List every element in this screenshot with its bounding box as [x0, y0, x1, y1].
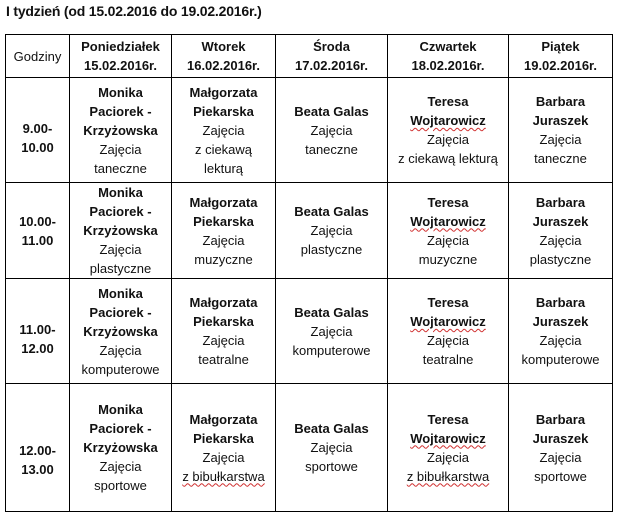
- teacher-name: [279, 419, 384, 438]
- teacher-name: [512, 92, 609, 130]
- activity: [512, 231, 609, 269]
- day-date: 15.02.2016r.: [83, 58, 158, 73]
- time-slot: [6, 384, 70, 512]
- activity-line: sportowe: [534, 468, 587, 484]
- teacher-name: [175, 83, 272, 121]
- activity-line: z ciekawą lekturą: [398, 151, 498, 166]
- activity: [512, 130, 609, 168]
- teacher-line: Małgorzata: [189, 84, 258, 100]
- teacher-name: [73, 183, 168, 240]
- teacher-line: Paciorek -: [89, 204, 152, 219]
- activity-line: Zajęcia: [202, 449, 245, 465]
- teacher-line: Beata Galas: [294, 421, 369, 436]
- activity: [73, 240, 168, 278]
- schedule-cell: [276, 279, 388, 384]
- activity-line: muzyczne: [194, 251, 253, 267]
- activity: [175, 448, 272, 486]
- teacher-line: Małgorzata: [189, 411, 258, 427]
- time-end: 13.00: [21, 461, 54, 477]
- teacher-line: Beata Galas: [294, 103, 369, 119]
- time-start: 10.00-: [19, 213, 56, 229]
- teacher-line: Teresa: [427, 94, 469, 109]
- teacher-name: [512, 293, 609, 331]
- schedule-cell: [509, 279, 613, 384]
- activity: [512, 448, 609, 486]
- teacher-line: Juraszek: [532, 430, 589, 446]
- teacher-line: Barbara: [535, 411, 586, 427]
- activity: [175, 331, 272, 369]
- day-date: 17.02.2016r.: [294, 58, 369, 73]
- schedule-cell: [172, 279, 276, 384]
- activity-line: Zajęcia: [427, 333, 469, 348]
- activity: [391, 130, 505, 168]
- table-row: [6, 279, 613, 384]
- teacher-name: [391, 410, 505, 448]
- teacher-line: Krzyżowska: [83, 323, 158, 339]
- day-name: Środa: [313, 39, 350, 54]
- teacher-line: Barbara: [535, 94, 586, 109]
- activity: [175, 121, 272, 178]
- activity-line: Zajęcia: [427, 449, 469, 465]
- activity-line: z bibułkarstwa: [406, 468, 490, 484]
- teacher-line: Beata Galas: [294, 204, 369, 219]
- activity: [73, 140, 168, 178]
- activity-line: Zajęcia: [99, 141, 142, 157]
- activity-line: Zajęcia: [539, 232, 582, 248]
- activity-line: taneczne: [94, 160, 147, 176]
- schedule-cell: [70, 78, 172, 183]
- table-row: [6, 183, 613, 279]
- activity-line: Zajęcia: [310, 223, 353, 238]
- activity-line: Zajęcia: [310, 440, 353, 455]
- teacher-line: Wojtarowicz: [410, 113, 486, 128]
- activity-line: lekturą: [203, 160, 244, 176]
- activity-line: teatralne: [198, 352, 249, 367]
- teacher-line: Juraszek: [532, 314, 589, 329]
- activity: [279, 121, 384, 159]
- schedule-cell: [388, 279, 509, 384]
- teacher-line: Monika: [98, 402, 143, 417]
- activity-line: Zajęcia: [310, 122, 353, 138]
- activity-line: Zajęcia: [539, 449, 582, 465]
- teacher-line: Paciorek -: [89, 421, 152, 436]
- table-row: [6, 78, 613, 183]
- time-slot: [6, 78, 70, 183]
- activity-line: Zajęcia: [99, 342, 142, 358]
- teacher-line: Piekarska: [193, 103, 254, 119]
- activity: [391, 448, 505, 486]
- schedule-cell: [509, 183, 613, 279]
- header-row: [6, 35, 613, 78]
- activity-line: teatralne: [422, 352, 474, 367]
- teacher-line: Teresa: [427, 295, 469, 310]
- time-slot: [6, 183, 70, 279]
- activity-line: taneczne: [534, 151, 587, 166]
- activity: [279, 221, 384, 259]
- time-end: 11.00: [21, 232, 54, 248]
- schedule-cell: [388, 384, 509, 512]
- activity-line: Zajęcia: [99, 459, 142, 474]
- teacher-line: Wojtarowicz: [410, 430, 486, 446]
- teacher-line: Krzyżowska: [83, 122, 158, 138]
- schedule-cell: [172, 384, 276, 512]
- day-date: 18.02.2016r.: [411, 58, 485, 73]
- schedule-cell: [70, 279, 172, 384]
- page-title: I tydzień (od 15.02.2016 do 19.02.2016r.): [6, 3, 262, 19]
- teacher-line: Juraszek: [532, 113, 589, 128]
- teacher-name: [512, 410, 609, 448]
- teacher-line: Paciorek -: [89, 103, 152, 119]
- teacher-line: Monika: [98, 185, 143, 200]
- teacher-line: Barbara: [535, 194, 586, 210]
- activity-line: Zajęcia: [99, 242, 142, 257]
- time-slot: [6, 279, 70, 384]
- activity-line: taneczne: [305, 141, 358, 157]
- activity: [73, 457, 168, 495]
- teacher-name: [175, 193, 272, 231]
- activity: [391, 231, 505, 269]
- schedule-cell: [276, 183, 388, 279]
- teacher-name: [279, 303, 384, 322]
- teacher-line: Monika: [98, 84, 143, 100]
- time-start: 11.00-: [19, 322, 56, 337]
- schedule-cell: [70, 384, 172, 512]
- teacher-line: Wojtarowicz: [410, 213, 486, 229]
- schedule-cell: [509, 384, 613, 512]
- teacher-line: Piekarska: [193, 213, 254, 229]
- teacher-line: Krzyżowska: [83, 440, 158, 455]
- activity-line: plastyczne: [300, 242, 363, 257]
- teacher-line: Teresa: [427, 194, 469, 210]
- schedule-cell: [509, 78, 613, 183]
- activity-line: komputerowe: [521, 352, 600, 367]
- teacher-line: Teresa: [427, 411, 469, 427]
- teacher-name: [73, 83, 168, 140]
- teacher-line: Krzyżowska: [83, 223, 158, 238]
- activity-line: sportowe: [94, 478, 147, 493]
- teacher-line: Małgorzata: [189, 295, 258, 310]
- schedule-cell: [388, 183, 509, 279]
- teacher-name: [279, 102, 384, 121]
- activity-line: Zajęcia: [539, 132, 582, 147]
- time-start: 12.00-: [19, 442, 56, 458]
- activity-line: Zajęcia: [202, 232, 245, 248]
- teacher-name: [391, 293, 505, 331]
- teacher-name: [175, 293, 272, 331]
- teacher-name: [73, 284, 168, 341]
- teacher-name: [175, 410, 272, 448]
- time-end: 12.00: [21, 341, 54, 356]
- activity-line: Zajęcia: [202, 333, 245, 348]
- time-start: 9.00-: [22, 121, 53, 136]
- teacher-name: [73, 400, 168, 457]
- teacher-name: [512, 193, 609, 231]
- day-name: Piątek: [541, 39, 580, 54]
- activity-line: z bibułkarstwa: [182, 468, 265, 484]
- schedule-cell: [276, 384, 388, 512]
- teacher-name: [279, 202, 384, 221]
- schedule-cell: [276, 78, 388, 183]
- activity-line: Zajęcia: [202, 122, 245, 138]
- header-day-tuesday: [172, 35, 276, 78]
- day-date: 19.02.2016r.: [523, 58, 598, 73]
- schedule-cell: [70, 183, 172, 279]
- header-day-monday: [70, 35, 172, 78]
- header-day-thursday: [388, 35, 509, 78]
- time-end: 10.00: [21, 140, 54, 155]
- activity-line: Zajęcia: [310, 323, 353, 339]
- teacher-line: Monika: [98, 285, 143, 301]
- teacher-line: Paciorek -: [89, 304, 152, 320]
- teacher-name: [391, 92, 505, 130]
- teacher-line: Juraszek: [532, 213, 589, 229]
- day-name: Wtorek: [201, 39, 246, 54]
- activity: [73, 341, 168, 379]
- table-row: [6, 384, 613, 512]
- activity-line: Zajęcia: [427, 232, 469, 248]
- header-day-wednesday: [276, 35, 388, 78]
- activity-line: sportowe: [305, 459, 358, 474]
- schedule-cell: [172, 78, 276, 183]
- header-hours: Godziny: [6, 35, 70, 78]
- schedule-table: [5, 34, 613, 512]
- activity: [279, 322, 384, 360]
- schedule-cell: [388, 78, 509, 183]
- activity: [279, 438, 384, 476]
- day-name: Poniedziałek: [81, 39, 160, 54]
- header-day-friday: [509, 35, 613, 78]
- activity-line: plastyczne: [529, 251, 592, 267]
- schedule-cell: [172, 183, 276, 279]
- teacher-line: Wojtarowicz: [410, 314, 486, 329]
- teacher-name: [391, 193, 505, 231]
- activity-line: plastyczne: [89, 261, 152, 276]
- teacher-line: Piekarska: [193, 430, 254, 446]
- activity: [175, 231, 272, 269]
- day-date: 16.02.2016r.: [186, 58, 261, 73]
- activity: [512, 331, 609, 369]
- activity-line: komputerowe: [292, 342, 371, 358]
- activity-line: komputerowe: [81, 361, 160, 377]
- activity: [391, 331, 505, 369]
- teacher-line: Małgorzata: [189, 194, 258, 210]
- teacher-line: Piekarska: [193, 314, 254, 329]
- activity-line: Zajęcia: [539, 333, 582, 348]
- teacher-line: Barbara: [535, 295, 586, 310]
- activity-line: muzyczne: [418, 251, 478, 267]
- day-name: Czwartek: [419, 39, 477, 54]
- activity-line: Zajęcia: [427, 132, 469, 147]
- activity-line: z ciekawą: [194, 141, 253, 157]
- teacher-line: Beata Galas: [294, 304, 369, 320]
